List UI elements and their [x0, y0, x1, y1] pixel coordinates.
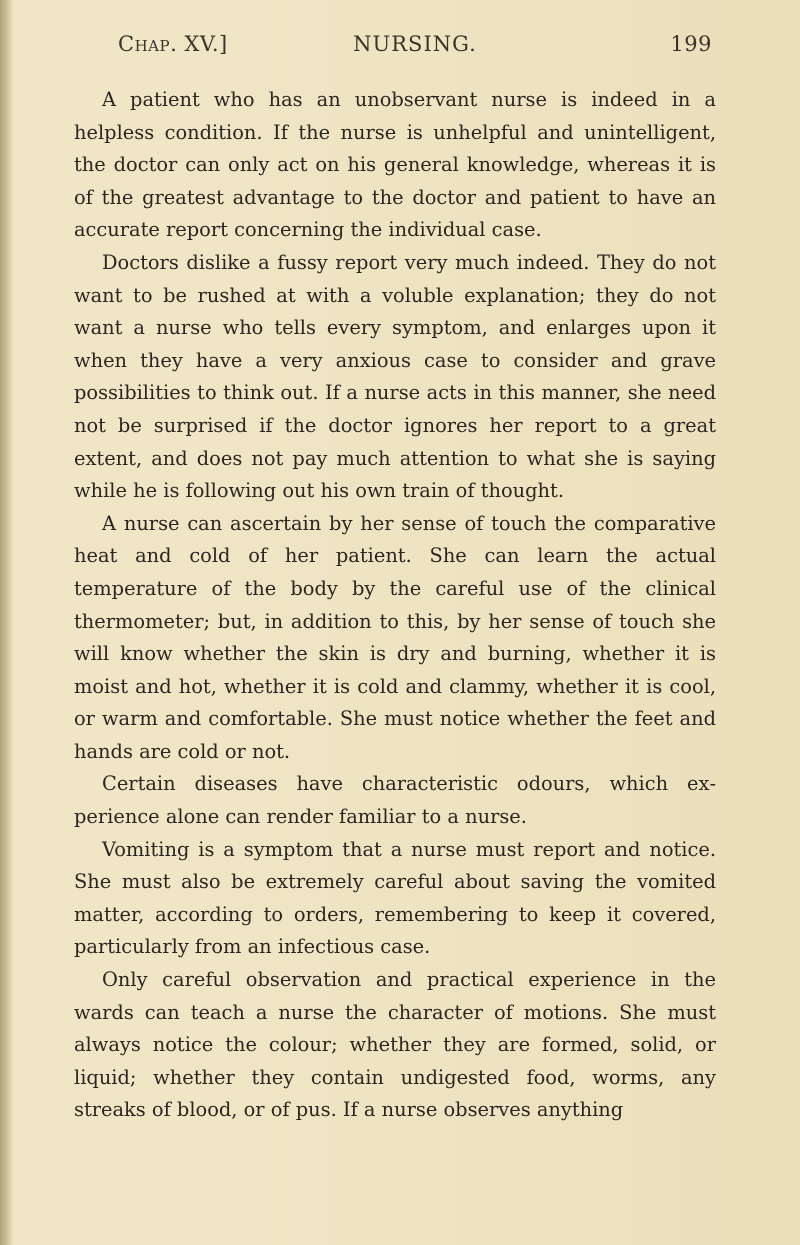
- paragraph: Vomiting is a symptom that a nurse must report and notice. She must also be extremely careful about saving the vomited matter, according to orders, remembering to keep it covered, particularly from an infectious case.: [74, 837, 716, 959]
- running-title: NURSING.: [353, 32, 477, 56]
- paragraph: A nurse can ascertain by her sense of touch the comparative heat and cold of her patient. She can learn the actual temperature of the body by the careful use of the clinical thermometer; but, in addition to this, by her sense of touch she will know whether the skin is dry and burning, whether it is moist and hot, whether it is cold and clammy, whether it is cool, or warm and comfortable. She must notice whether the feet and hands are cold or not.: [74, 511, 716, 763]
- page-number: 199: [670, 32, 712, 56]
- paragraph: Only careful observation and practical experience in the wards can teach a nurse the character of motions. She must always notice the colour; whether they are formed, solid, or liquid; whether they contain undigested food, worms, any streaks of blood, or of pus. If a nurse observes anything: [74, 968, 716, 1122]
- paragraph: Certain diseases have characteristic odours, which experience alone can render familiar to a nurse.: [74, 772, 716, 829]
- paragraph: Doctors dislike a fussy report very much indeed. They do not want to be rushed at with a voluble explanation; they do not want a nurse who tells every symptom, and enlarges upon it when they have a very anxious case to consider and grave possibilities to think out. If a nurse acts in this manner, she need not be surprised if the doctor ignores her report to a great extent, and does not pay much attention to what she is saying while he is following out his own train of thought.: [74, 250, 716, 503]
- paragraph: A patient who has an unobservant nurse is indeed in a helpless condition. If the nurse is unhelpful and unintelligent, the doctor can only act on his general knowledge, whereas it is of the greatest advantage to the doctor and patient to have an accurate report concerning the individual case.: [74, 88, 716, 242]
- spine-shadow: [0, 0, 14, 1245]
- body-text: [74, 84, 716, 1127]
- running-head: [118, 32, 712, 66]
- chapter-label: Chap. XV.]: [118, 32, 228, 56]
